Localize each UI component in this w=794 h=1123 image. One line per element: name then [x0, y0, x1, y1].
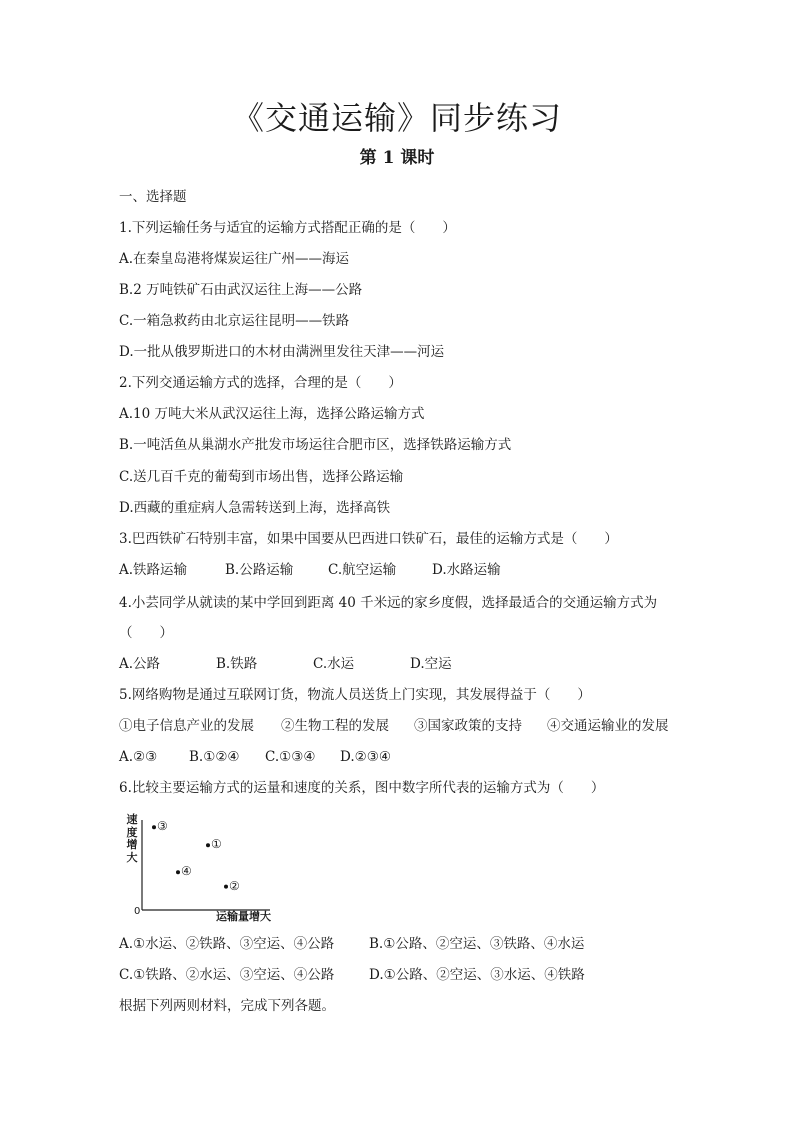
question-4-option-b: B.铁路 — [216, 656, 258, 672]
question-5-item-2: ②生物工程的发展 — [281, 718, 389, 734]
data-point-label-3: ④ — [181, 864, 192, 879]
question-3-option-a: A.铁路运输 — [119, 562, 188, 578]
question-4-option-c: C.水运 — [313, 656, 355, 672]
question-6-option-c: C.①铁路、②水运、③空运、④公路 — [119, 967, 335, 983]
section-heading: 一、选择题 — [119, 189, 187, 205]
question-4-option-a: A.公路 — [119, 656, 161, 672]
question-5-item-3: ③国家政策的支持 — [414, 718, 522, 734]
chart-points — [152, 825, 228, 888]
question-5-option-a: A.②③ — [119, 749, 158, 765]
question-5-items — [119, 716, 669, 736]
question-4-option-d: D.空运 — [410, 656, 452, 672]
question-5-option-c: C.①③④ — [265, 749, 316, 765]
question-5-stem: 5.网络购物是通过互联网订货，物流人员送货上门实现，其发展得益于（ ） — [119, 687, 591, 703]
question-6-option-b: B.①公路、②空运、③铁路、④水运 — [369, 936, 585, 952]
question-1-option-c: C.一箱急救药由北京运往昆明——铁路 — [119, 313, 350, 329]
question-3-option-d: D.水路运输 — [432, 562, 501, 578]
data-point-1 — [152, 825, 156, 829]
question-5-options — [119, 747, 391, 767]
question-3-option-b: B.公路运输 — [225, 562, 294, 578]
question-6-stem: 6.比较主要运输方式的运量和速度的关系，图中数字所代表的运输方式为（ ） — [119, 780, 605, 796]
data-point-label-1: ③ — [157, 819, 168, 834]
question-4-options — [119, 654, 452, 674]
page-title: 《交通运输》同步练习 — [231, 99, 562, 137]
question-2-option-c: C.送几百千克的葡萄到市场出售，选择公路运输 — [119, 469, 404, 485]
question-2-option-d: D.西藏的重症病人急需转送到上海，选择高铁 — [119, 500, 391, 516]
data-point-label-4: ② — [229, 878, 240, 893]
y-axis-label: 速度增大 — [126, 813, 138, 864]
lesson-subtitle: 第 1 课时 — [359, 148, 435, 168]
data-point-4 — [224, 885, 228, 889]
x-axis-label: 运输量增大 — [216, 910, 271, 923]
data-point-3 — [176, 870, 180, 874]
question-3-stem: 3.巴西铁矿石特别丰富，如果中国要从巴西进口铁矿石，最佳的运输方式是（ ） — [119, 531, 618, 547]
question-1-option-a: A.在秦皇岛港将煤炭运往广州——海运 — [119, 251, 350, 267]
material-instruction: 根据下列两则材料，完成下列各题。 — [119, 998, 335, 1014]
data-point-label-2: ① — [211, 837, 222, 852]
question-4-stem: 4.小芸同学从就读的某中学回到距离 40 千米远的家乡度假，选择最适合的交通运输方式为 — [119, 595, 658, 611]
speed-volume-chart — [118, 810, 278, 926]
question-2-stem: 2.下列交通运输方式的选择，合理的是（ ） — [119, 375, 402, 391]
question-6-option-a: A.①水运、②铁路、③空运、④公路 — [119, 936, 335, 952]
question-5-item-4: ④交通运输业的发展 — [547, 718, 669, 734]
question-4-stem-continued: （ ） — [119, 625, 173, 641]
question-3-options — [119, 560, 501, 580]
question-3-option-c: C.航空运输 — [328, 562, 397, 578]
question-2-option-a: A.10 万吨大米从武汉运往上海，选择公路运输方式 — [119, 406, 425, 422]
question-5-option-d: D.②③④ — [340, 749, 391, 765]
question-1-option-b: B.2 万吨铁矿石由武汉运往上海——公路 — [119, 282, 363, 298]
question-1-stem: 1.下列运输任务与适宜的运输方式搭配正确的是（ ） — [119, 220, 456, 236]
question-1-option-d: D.一批从俄罗斯进口的木材由满洲里发往天津——河运 — [119, 344, 445, 360]
origin-label: 0 — [134, 906, 141, 917]
question-5-item-1: ①电子信息产业的发展 — [119, 718, 254, 734]
question-5-option-b: B.①②④ — [189, 749, 240, 765]
question-6-option-d: D.①公路、②空运、③水运、④铁路 — [369, 967, 585, 983]
question-2-option-b: B.一吨活鱼从巢湖水产批发市场运往合肥市区，选择铁路运输方式 — [119, 437, 512, 453]
data-point-2 — [206, 843, 210, 847]
